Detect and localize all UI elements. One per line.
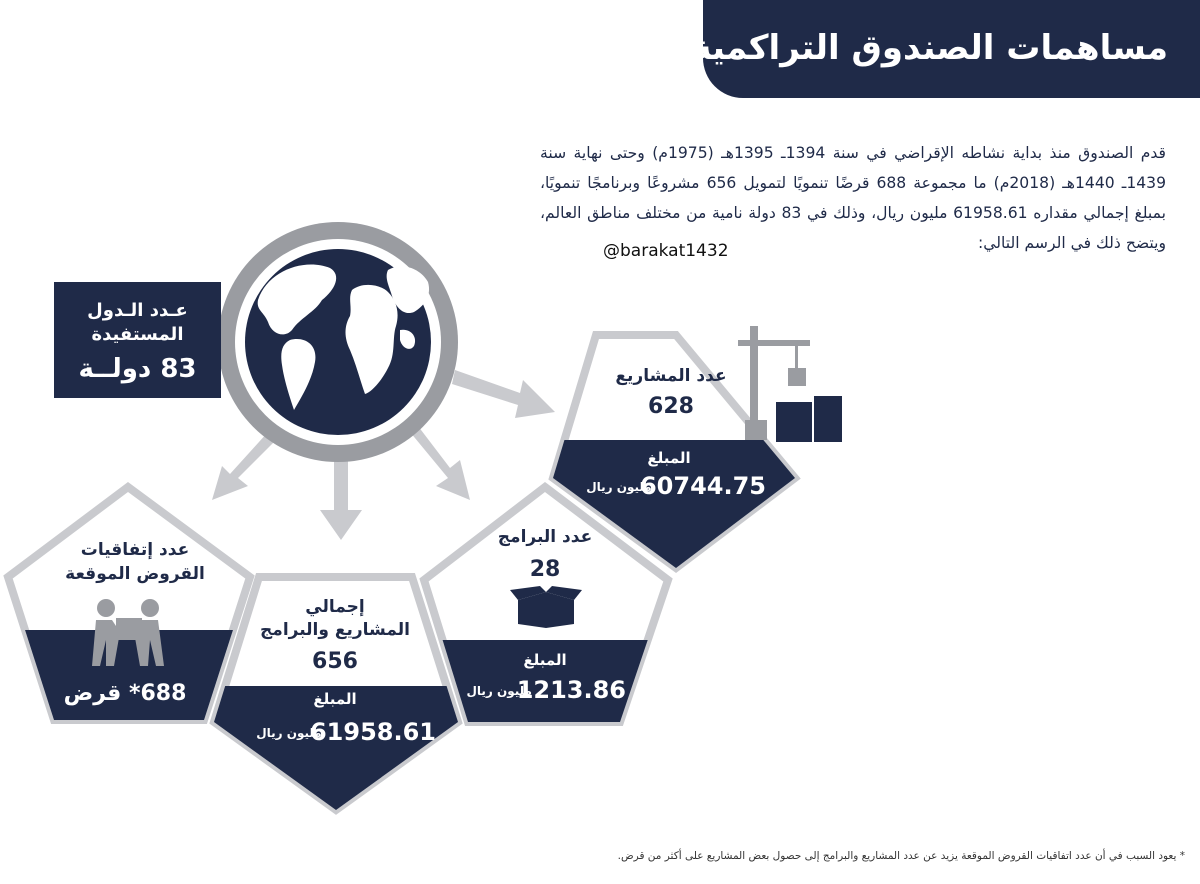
countries-label-line2: المستفيدة [91, 324, 184, 345]
countries-label-line1: عـدد الـدول [87, 300, 188, 321]
loans-label-line2: القروض الموقعة [65, 564, 205, 584]
arrow-to-total [320, 458, 362, 540]
box-icon [510, 586, 582, 628]
countries-box [54, 282, 221, 398]
footnote: * يعود السبب في أن عدد اتفاقيات القروض الموقعة يزيد عن عدد المشاريع والبرامج إلى حصول بعض المشاريع على أكثر من قرض. [617, 850, 1185, 862]
globe-icon [218, 222, 458, 462]
projects-label: عدد المشاريع [615, 366, 727, 386]
watermark-handle: @barakat1432 [603, 241, 729, 261]
programs-label: عدد البرامج [497, 527, 593, 547]
programs-unit: مليون ريال [466, 684, 532, 698]
projects-unit: مليون ريال [586, 480, 652, 494]
total-amount: 61958.61 [309, 718, 436, 746]
total-label-line1: إجمالي [305, 597, 365, 617]
crane-building-icon [738, 326, 842, 442]
arrow-to-programs [410, 426, 470, 500]
programs-amount-label: المبلغ [523, 651, 567, 669]
total-label-line2: المشاريع والبرامج [260, 620, 410, 640]
countries-value: 83 دولــة [78, 354, 197, 384]
page-title: مساهمات الصندوق التراكمية [691, 28, 1168, 68]
total-amount-label: المبلغ [313, 690, 357, 708]
programs-amount: 1213.86 [516, 676, 626, 704]
total-unit: مليون ريال [256, 726, 322, 740]
loans-label-line1: عدد إتفاقيات [80, 540, 190, 560]
projects-amount: 60744.75 [639, 472, 766, 500]
intro-paragraph: قدم الصندوق منذ بداية نشاطه الإقراضي في سنة 1394ـ 1395هـ (1975م) وحتى نهاية سنة 1439ـ 1440هـ (2018م) ما مجموعة 688 قرضًا تنمويًا لتمويل 656 مشروعًا وبرنامجًا تنمويًا، بمبلغ إجمالي مقداره 61958.61 مليون ريال، وذلك في 83 دولة نامية من مختلف مناطق العالم، ويتضح ذلك في الرسم التالي: [540, 144, 1167, 252]
loans-value: 688* قرض [63, 681, 187, 706]
projects-amount-label: المبلغ [647, 449, 691, 467]
programs-count: 28 [529, 557, 561, 582]
projects-count: 628 [648, 394, 694, 419]
arrow-to-loans [212, 432, 276, 500]
total-count: 656 [312, 649, 358, 674]
arrow-to-projects [452, 370, 555, 418]
